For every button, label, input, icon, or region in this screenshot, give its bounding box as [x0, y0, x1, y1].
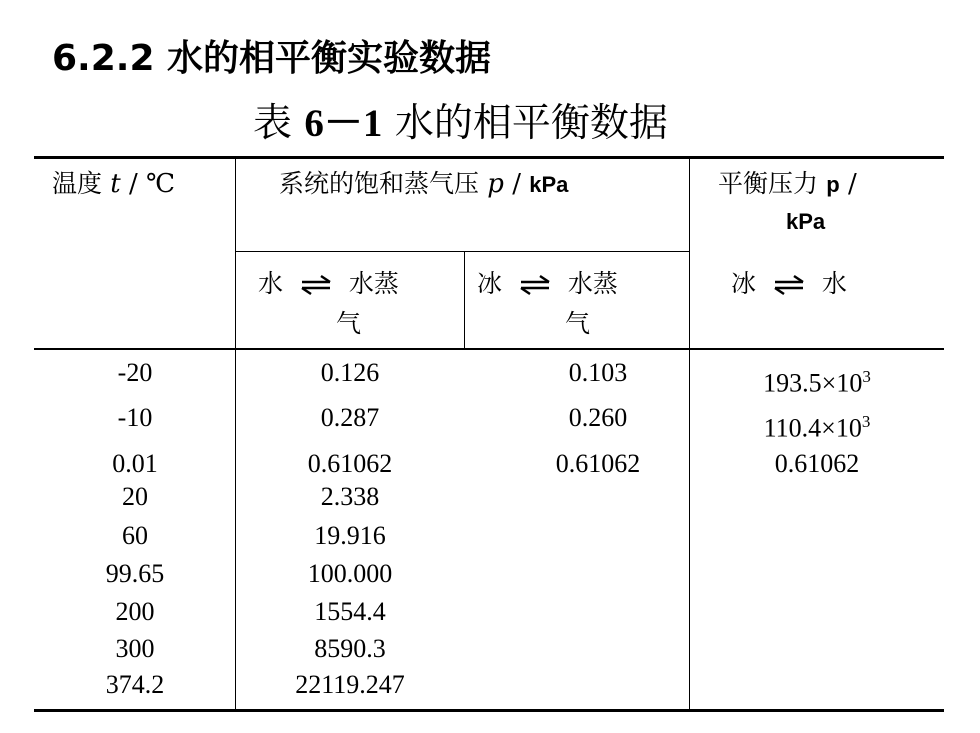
- caption-prefix: 表: [253, 101, 293, 146]
- header-vapor-pressure: [279, 168, 568, 201]
- table-top-rule: [34, 156, 944, 159]
- cell-water-vapor-pressure: 100.000: [307, 559, 393, 588]
- subheader-ice-vapor-left: 冰: [477, 269, 503, 298]
- cell-temperature: 374.2: [105, 670, 165, 699]
- header-equilibrium-pressure: [718, 168, 857, 201]
- header-equilibrium-symbol: p: [826, 172, 840, 197]
- header-temperature-symbol: t: [110, 169, 121, 199]
- cell-equilibrium-pressure: $110.4\times 10^3$: [763, 412, 871, 443]
- header-temperature-unit: / ℃: [129, 169, 176, 199]
- subheader-ice-water-left: 冰: [731, 269, 757, 298]
- cell-water-vapor-pressure: 19.916: [314, 521, 386, 550]
- cell-ice-vapor-pressure: 0.61062: [555, 449, 641, 478]
- cell-equilibrium-pressure: $193.5\times 10^3$: [763, 367, 871, 398]
- table-subheader-rule: [236, 251, 690, 252]
- section-title-text: 水的相平衡实验数据: [167, 38, 492, 79]
- cell-water-vapor-pressure: 1554.4: [314, 597, 386, 626]
- subheader-ice-vapor: [477, 268, 618, 300]
- column-divider-1: [235, 158, 236, 709]
- cell-water-vapor-pressure: 2.338: [320, 482, 380, 511]
- table-bottom-rule: [34, 709, 944, 712]
- subheader-ice-water: [731, 268, 847, 300]
- table-caption: [253, 92, 668, 148]
- cell-equilibrium-exponent: 3: [861, 412, 871, 431]
- table-header-rule: [34, 348, 944, 350]
- header-vapor-unit: kPa: [529, 172, 569, 197]
- cell-temperature: 200: [115, 597, 155, 626]
- caption-text: 水的相平衡数据: [394, 101, 668, 146]
- column-divider-2-header: [464, 252, 465, 349]
- header-equilibrium-label: 平衡压力: [718, 169, 819, 198]
- subheader-ice-vapor-wrap: 气: [565, 309, 591, 338]
- subheader-ice-vapor-right: 水蒸: [567, 269, 618, 298]
- equilibrium-arrow-icon: [518, 274, 552, 296]
- cell-equilibrium-exponent: 3: [862, 367, 871, 386]
- caption-number: 6－1: [304, 102, 383, 145]
- cell-temperature: 60: [122, 521, 148, 550]
- header-temperature-label: 温度: [52, 169, 103, 198]
- cell-equilibrium-pressure: 0.61062: [774, 449, 860, 478]
- section-number: 6.2.2: [52, 38, 155, 79]
- cell-temperature: 0.01: [112, 449, 158, 478]
- cell-water-vapor-pressure: 0.126: [320, 358, 380, 387]
- equilibrium-arrow-icon: [299, 274, 333, 296]
- equilibrium-arrow-icon: [772, 274, 806, 296]
- header-equilibrium-unit-sep: /: [848, 169, 857, 199]
- subheader-water-vapor-wrap: 气: [336, 309, 362, 338]
- cell-water-vapor-pressure: 22119.247: [295, 670, 405, 699]
- header-vapor-symbol: p: [487, 169, 504, 199]
- cell-water-vapor-pressure: 0.61062: [307, 449, 393, 478]
- subheader-water-vapor-left: 水: [258, 269, 284, 298]
- cell-water-vapor-pressure: 8590.3: [314, 634, 386, 663]
- header-equilibrium-unit: kPa: [786, 209, 826, 234]
- cell-temperature: 99.65: [105, 559, 165, 588]
- subheader-water-vapor-right: 水蒸: [348, 269, 399, 298]
- cell-water-vapor-pressure: 0.287: [320, 403, 380, 432]
- cell-temperature: 300: [115, 634, 155, 663]
- cell-ice-vapor-pressure: 0.103: [568, 358, 628, 387]
- column-divider-3: [689, 158, 690, 709]
- header-vapor-unit-sep: /: [512, 169, 521, 199]
- section-heading: [52, 30, 491, 81]
- header-vapor-pressure-label: 系统的饱和蒸气压: [279, 169, 480, 198]
- cell-ice-vapor-pressure: 0.260: [568, 403, 628, 432]
- cell-temperature: 20: [122, 482, 148, 511]
- subheader-ice-water-right: 水: [821, 269, 847, 298]
- header-temperature: [52, 168, 175, 200]
- subheader-water-vapor: [258, 268, 399, 300]
- cell-temperature: -20: [117, 358, 153, 387]
- cell-temperature: -10: [117, 403, 153, 432]
